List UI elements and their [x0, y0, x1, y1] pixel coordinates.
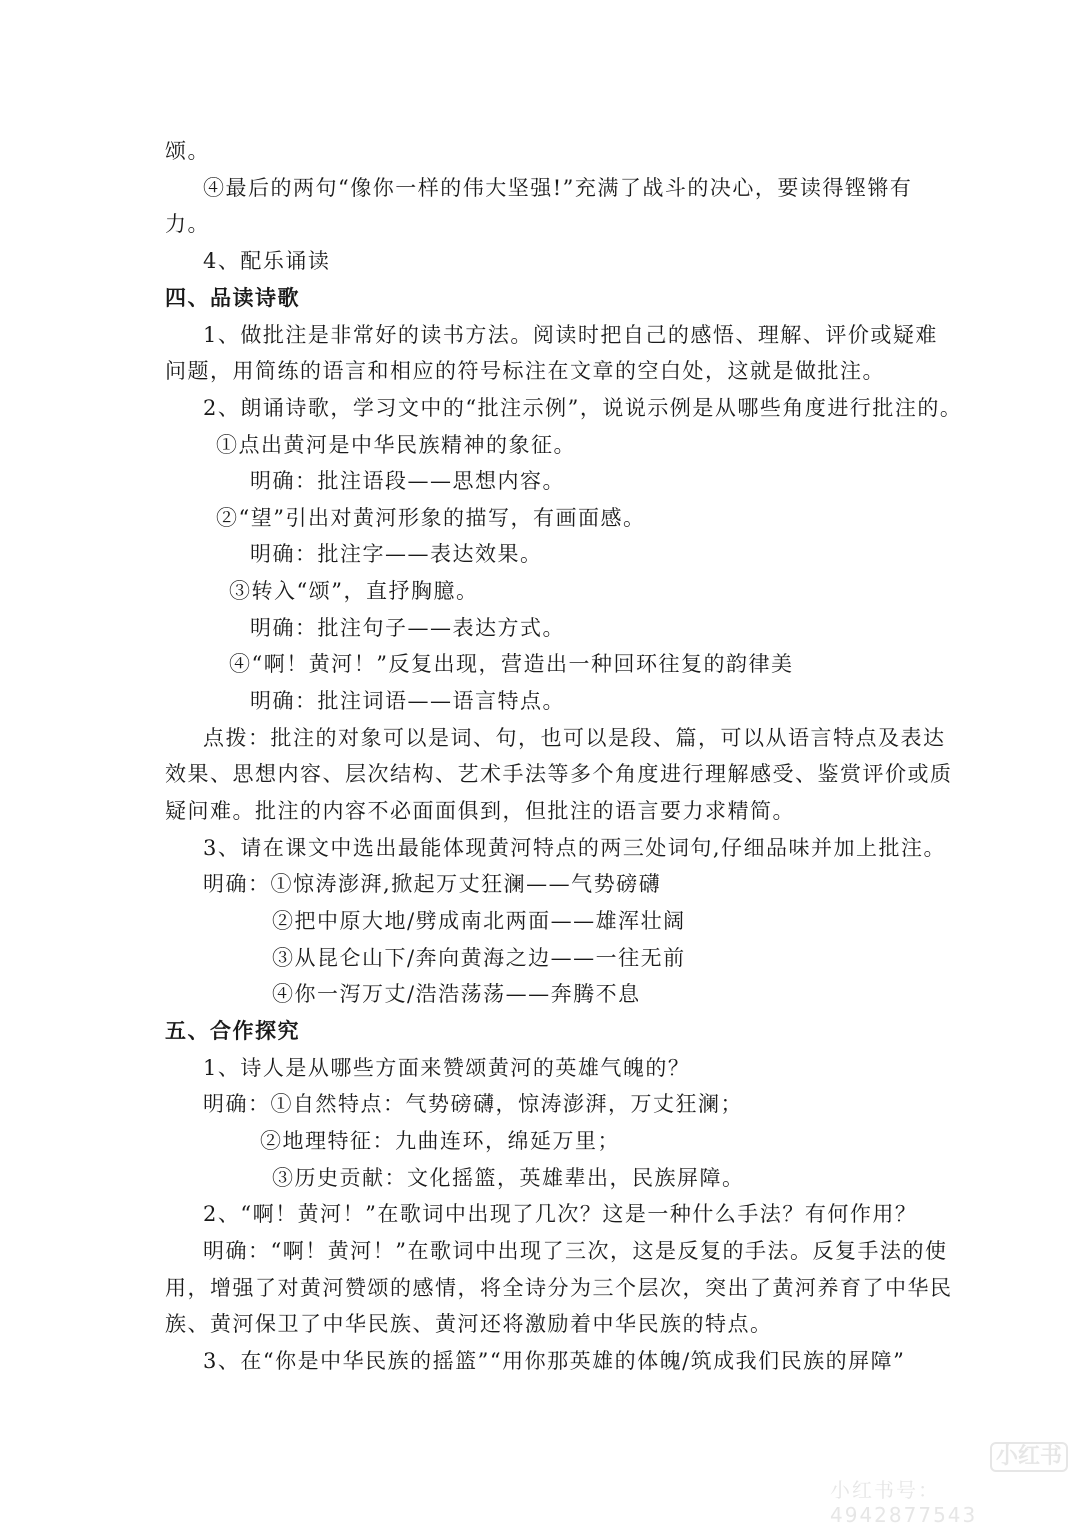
text-line: 1、诗人是从哪些方面来赞颂黄河的英雄气魄的？ [203, 1056, 691, 1080]
text-line: 用，增强了对黄河赞颂的感情，将全诗分为三个层次，突出了黄河养育了中华民 [165, 1276, 953, 1300]
text-line: 明确：批注语段——思想内容。 [250, 469, 565, 493]
text-line: 明确：批注句子——表达方式。 [250, 616, 565, 640]
text-line: ④最后的两句“像你一样的伟大坚强!”充满了战斗的决心，要读得铿锵有 [203, 176, 913, 200]
text-line: 明确：①自然特点：气势磅礴，惊涛澎湃，万丈狂澜； [203, 1092, 743, 1116]
text-line: 效果、思想内容、层次结构、艺术手法等多个角度进行理解感受、鉴赏评价或质 [165, 762, 953, 786]
watermark-id: 小红书号：4942877543 [830, 1478, 978, 1527]
text-line: 问题，用简练的语言和相应的符号标注在文章的空白处，这就是做批注。 [165, 359, 885, 383]
text-line: 颂。 [165, 139, 210, 163]
text-line: 点拨：批注的对象可以是词、句，也可以是段、篇，可以从语言特点及表达 [203, 726, 946, 750]
section-heading: 五、合作探究 [165, 1019, 300, 1043]
text-line: 族、黄河保卫了中华民族、黄河还将激励着中华民族的特点。 [165, 1312, 773, 1336]
text-line: 2、朗诵诗歌，学习文中的“批注示例”，说说示例是从哪些角度进行批注的。 [203, 396, 963, 420]
text-line: 明确：“啊！黄河！”在歌词中出现了三次，这是反复的手法。反复手法的使 [203, 1239, 948, 1263]
section-heading: 四、品读诗歌 [165, 286, 300, 310]
text-line: 1、做批注是非常好的读书方法。阅读时把自己的感悟、理解、评价或疑难 [203, 323, 938, 347]
text-line: 3、请在课文中选出最能体现黄河特点的两三处词句,仔细品味并加上批注。 [203, 836, 947, 860]
text-line: ④“啊！黄河！”反复出现，营造出一种回环往复的韵律美 [229, 652, 794, 676]
text-line: ②地理特征：九曲连环，绵延万里； [260, 1129, 620, 1153]
text-line: 疑问难。批注的内容不必面面俱到，但批注的语言要力求精简。 [165, 799, 795, 823]
text-line: ①点出黄河是中华民族精神的象征。 [216, 433, 576, 457]
text-line: ③转入“颂”，直抒胸臆。 [229, 579, 479, 603]
text-line: ④你一泻万丈/浩浩荡荡——奔腾不息 [272, 982, 641, 1006]
text-line: 2、“啊！黄河！”在歌词中出现了几次？这是一种什么手法？有何作用？ [203, 1202, 918, 1226]
text-line: 明确：批注字——表达效果。 [250, 542, 543, 566]
text-line: 明确：批注词语——语言特点。 [250, 689, 565, 713]
text-line: ②“望”引出对黄河形象的描写，有画面感。 [216, 506, 646, 530]
text-line: ③历史贡献：文化摇篮，英雄辈出，民族屏障。 [272, 1166, 745, 1190]
text-line: 明确：①惊涛澎湃,掀起万丈狂澜——气势磅礴 [203, 872, 662, 896]
text-line: 4、配乐诵读 [203, 249, 331, 273]
text-line: 3、在“你是中华民族的摇篮”“用你那英雄的体魄/筑成我们民族的屏障” [203, 1349, 906, 1373]
watermark-logo: 小红书 [990, 1442, 1068, 1472]
text-line: 力。 [165, 212, 210, 236]
text-line: ②把中原大地/劈成南北两面——雄浑壮阔 [272, 909, 686, 933]
text-line: ③从昆仑山下/奔向黄海之边——一往无前 [272, 946, 686, 970]
